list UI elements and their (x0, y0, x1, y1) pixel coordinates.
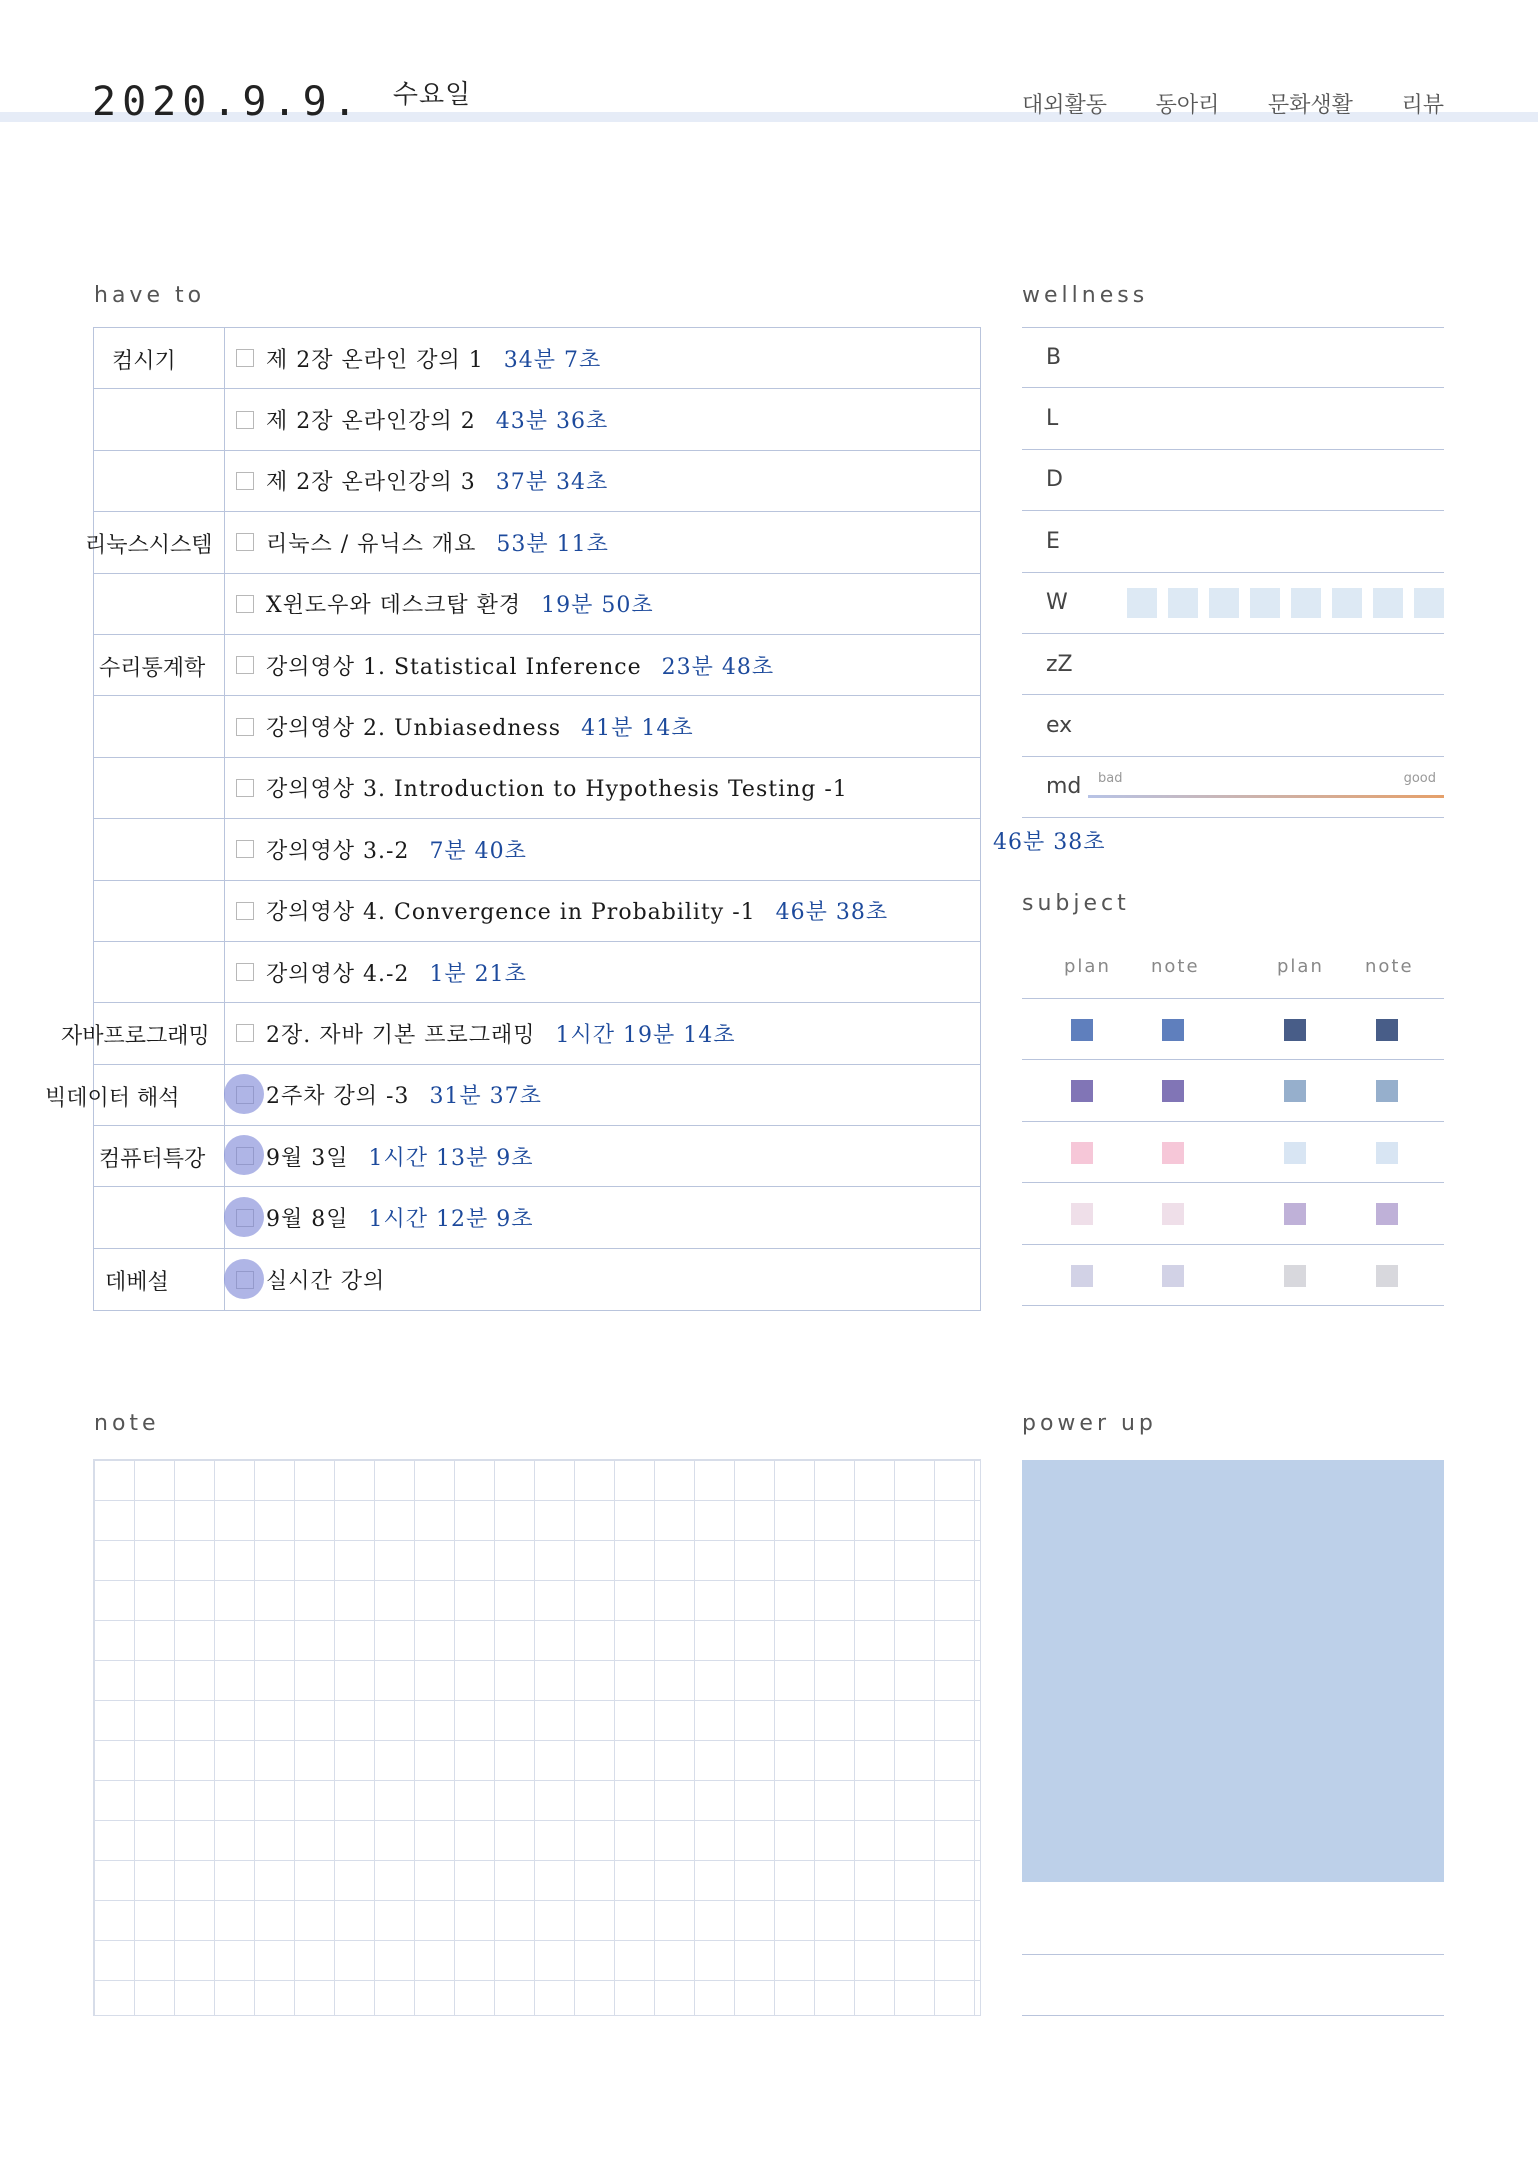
todo-checkbox[interactable] (236, 411, 254, 429)
todo-task: 강의영상 4.-2 (266, 961, 410, 987)
todo-task: 리눅스 / 유닉스 개요 (266, 531, 477, 557)
note-color-swatch[interactable] (1162, 1265, 1184, 1287)
todo-subject-cell (94, 819, 225, 879)
todo-row (94, 1126, 980, 1187)
todo-time: 1시간 19분 14초 (555, 1022, 736, 1048)
todo-checkbox[interactable] (236, 718, 254, 736)
todo-time: 37분 34초 (495, 470, 609, 496)
wellness-row (1022, 695, 1444, 756)
todo-row (94, 574, 980, 635)
note-color-swatch[interactable] (1376, 1265, 1398, 1287)
todo-subject-cell (94, 574, 225, 634)
todo-time: 1시간 13분 9초 (368, 1145, 534, 1171)
page-date (92, 74, 471, 125)
wellness-label: ex (1046, 713, 1073, 739)
todo-row (45, 1065, 980, 1126)
todo-subject-cell (94, 328, 225, 388)
power-up-box (1022, 1460, 1444, 1882)
water-cup[interactable] (1291, 588, 1321, 618)
subject-row (1022, 1122, 1444, 1183)
note-color-swatch[interactable] (1162, 1080, 1184, 1102)
todo-task-cell (225, 1187, 980, 1247)
todo-checkbox[interactable] (236, 963, 254, 981)
todo-time: 41분 14초 (581, 716, 694, 742)
todo-task-cell (225, 389, 980, 449)
weekday-text: 수요일 (392, 80, 472, 110)
todo-task: 실시간 강의 (266, 1269, 386, 1295)
todo-task-cell (225, 881, 980, 941)
wellness-row (1022, 388, 1444, 449)
todo-task-cell (225, 696, 980, 756)
todo-checkbox[interactable] (236, 595, 254, 613)
todo-task: X윈도우와 데스크탑 환경 (266, 593, 522, 619)
note-title: note (94, 1411, 160, 1436)
todo-task: 9월 3일 (266, 1145, 349, 1171)
todo-time: 31분 37초 (429, 1084, 542, 1110)
todo-subject-cell (94, 451, 225, 511)
subject-row (1022, 999, 1444, 1060)
subject-row (1022, 1245, 1444, 1306)
todo-row (94, 635, 980, 696)
nav-item-club[interactable]: 동아리 (1155, 93, 1220, 118)
wellness-label: E (1046, 528, 1060, 554)
todo-time: 53분 11초 (496, 531, 609, 557)
plan-header-2: plan (1277, 956, 1324, 977)
plan-color-swatch[interactable] (1284, 1203, 1306, 1225)
todo-task: 강의영상 4. Convergence in Probability -1 (266, 900, 756, 926)
todo-time: 7분 40초 (429, 838, 527, 864)
todo-task-cell (225, 1249, 980, 1310)
note-header-1: note (1151, 956, 1200, 977)
plan-header-1: plan (1064, 956, 1111, 977)
note-color-swatch[interactable] (1376, 1142, 1398, 1164)
note-grid[interactable] (93, 1459, 981, 2016)
todo-task: 제 2장 온라인강의 3 (266, 470, 476, 496)
todo-task: 강의영상 3. Introduction to Hypothesis Testing -1 (266, 777, 848, 803)
todo-task: 제 2장 온라인 강의 1 (266, 347, 484, 373)
nav-item-review[interactable]: 리뷰 (1401, 93, 1444, 118)
plan-color-swatch[interactable] (1284, 1019, 1306, 1041)
todo-subject-cell (94, 635, 225, 695)
todo-task-cell (225, 635, 980, 695)
todo-task-cell (225, 1003, 980, 1063)
todo-subject-cell (94, 1126, 225, 1186)
todo-subject: 컴시기 (112, 349, 176, 374)
note-color-swatch[interactable] (1162, 1019, 1184, 1041)
todo-time: 43분 36초 (495, 409, 609, 435)
plan-color-swatch[interactable] (1071, 1203, 1093, 1225)
todo-task: 2주차 강의 -3 (266, 1084, 410, 1110)
todo-time: 1시간 12분 9초 (368, 1207, 534, 1233)
water-tracker (1127, 588, 1444, 618)
overflow-time: 46분 38초 (993, 830, 1106, 855)
note-color-swatch[interactable] (1376, 1080, 1398, 1102)
todo-subject-cell (45, 1065, 225, 1125)
wellness-title: wellness (1022, 283, 1149, 308)
power-up-line (1022, 1954, 1444, 1955)
subject-title: subject (1022, 891, 1130, 916)
todo-row (94, 1249, 980, 1310)
plan-color-swatch[interactable] (1071, 1019, 1093, 1041)
wellness-label: md (1046, 774, 1082, 800)
todo-checkbox[interactable] (236, 1086, 254, 1104)
todo-checkbox[interactable] (236, 1147, 254, 1165)
have-to-title: have to (94, 283, 206, 308)
todo-checkbox[interactable] (236, 656, 254, 674)
nav-item-culture[interactable]: 문화생활 (1267, 93, 1353, 118)
wellness-tracker (1022, 327, 1444, 818)
power-up-title: power up (1022, 1411, 1157, 1436)
todo-subject: 데베설 (105, 1269, 169, 1295)
water-cup[interactable] (1127, 588, 1157, 618)
mood-good-label: good (1403, 770, 1436, 786)
todo-time: 34분 7초 (503, 347, 602, 373)
wellness-label: B (1046, 345, 1062, 371)
todo-task-cell (225, 451, 980, 511)
todo-checkbox[interactable] (236, 349, 254, 367)
todo-table (45, 327, 981, 1311)
todo-row (85, 512, 980, 573)
wellness-row (1022, 511, 1444, 572)
wellness-label: L (1046, 406, 1059, 432)
top-nav (1022, 88, 1444, 119)
todo-checkbox[interactable] (236, 902, 254, 920)
todo-subject: 컴퓨터특강 (99, 1147, 206, 1173)
todo-task-cell (225, 328, 980, 388)
subject-row (1022, 1183, 1444, 1244)
todo-task-cell (225, 819, 980, 879)
todo-task: 제 2장 온라인강의 2 (266, 409, 476, 435)
todo-subject: 리눅스시스템 (85, 533, 213, 559)
todo-task-cell (225, 1126, 980, 1186)
water-cup[interactable] (1250, 588, 1280, 618)
todo-row (94, 389, 980, 450)
water-cup[interactable] (1414, 588, 1444, 618)
todo-task-cell (225, 758, 980, 818)
todo-task-cell (225, 574, 980, 634)
todo-task-cell (225, 942, 980, 1002)
todo-row (94, 819, 980, 880)
todo-subject: 자바프로그래밍 (61, 1024, 210, 1050)
todo-time: 23분 48초 (661, 654, 775, 680)
todo-subject-cell (94, 1187, 225, 1247)
wellness-label: zZ (1046, 651, 1073, 677)
todo-task-cell (225, 1065, 980, 1125)
todo-row (61, 1003, 980, 1064)
todo-subject-cell (94, 696, 225, 756)
water-cup[interactable] (1168, 588, 1198, 618)
note-header-2: note (1365, 956, 1414, 977)
todo-checkbox[interactable] (236, 472, 254, 490)
note-color-swatch[interactable] (1376, 1203, 1398, 1225)
water-cup[interactable] (1332, 588, 1362, 618)
todo-subject-cell (94, 758, 225, 818)
todo-checkbox[interactable] (236, 779, 254, 797)
todo-checkbox[interactable] (236, 1271, 254, 1289)
note-color-swatch[interactable] (1162, 1203, 1184, 1225)
todo-checkbox[interactable] (236, 840, 254, 858)
todo-task: 강의영상 1. Statistical Inference (266, 654, 642, 680)
todo-row (94, 451, 980, 512)
plan-color-swatch[interactable] (1071, 1265, 1093, 1287)
todo-row (94, 881, 980, 942)
water-cup[interactable] (1209, 588, 1239, 618)
note-color-swatch[interactable] (1162, 1142, 1184, 1164)
wellness-row (1022, 450, 1444, 511)
todo-subject-cell (61, 1003, 225, 1063)
todo-subject-cell (94, 389, 225, 449)
date-text: 2020.9.9. (92, 79, 363, 125)
subject-color-grid (1022, 999, 1444, 1306)
todo-subject-cell (85, 512, 225, 572)
todo-task: 9월 8일 (266, 1207, 349, 1233)
todo-subject: 수리통계학 (99, 655, 206, 681)
todo-subject: 빅데이터 해석 (45, 1085, 180, 1111)
todo-subject-cell (94, 881, 225, 941)
todo-task: 2장. 자바 기본 프로그래밍 (266, 1022, 536, 1048)
todo-row (94, 942, 980, 1003)
todo-subject-cell (94, 942, 225, 1002)
todo-task: 강의영상 2. Unbiasedness (266, 716, 562, 742)
wellness-row (1022, 573, 1444, 634)
wellness-row (1022, 327, 1444, 388)
todo-time: 1분 21초 (429, 961, 527, 987)
plan-color-swatch[interactable] (1284, 1142, 1306, 1164)
todo-time: 19분 50초 (541, 593, 654, 619)
todo-checkbox[interactable] (236, 1209, 254, 1227)
power-up-line (1022, 2015, 1444, 2016)
water-cup[interactable] (1373, 588, 1403, 618)
plan-color-swatch[interactable] (1284, 1080, 1306, 1102)
wellness-label: W (1046, 590, 1068, 616)
subject-row (1022, 1060, 1444, 1121)
todo-row (94, 696, 980, 757)
todo-row (94, 758, 980, 819)
wellness-label: D (1046, 467, 1063, 493)
nav-item-external[interactable]: 대외활동 (1022, 93, 1108, 118)
wellness-row (1022, 634, 1444, 695)
todo-checkbox[interactable] (236, 1024, 254, 1042)
todo-task: 강의영상 3.-2 (266, 838, 410, 864)
todo-row (94, 328, 980, 389)
note-color-swatch[interactable] (1376, 1019, 1398, 1041)
todo-row (94, 1187, 980, 1248)
plan-color-swatch[interactable] (1284, 1265, 1306, 1287)
plan-color-swatch[interactable] (1071, 1142, 1093, 1164)
todo-checkbox[interactable] (236, 533, 254, 551)
subject-header (1022, 954, 1444, 999)
mood-bad-label: bad (1098, 770, 1123, 786)
todo-subject-cell (94, 1249, 225, 1310)
wellness-row (1022, 757, 1444, 818)
todo-time: 46분 38초 (775, 900, 889, 926)
mood-scale[interactable] (1088, 795, 1444, 798)
todo-task-cell (225, 512, 980, 572)
plan-color-swatch[interactable] (1071, 1080, 1093, 1102)
